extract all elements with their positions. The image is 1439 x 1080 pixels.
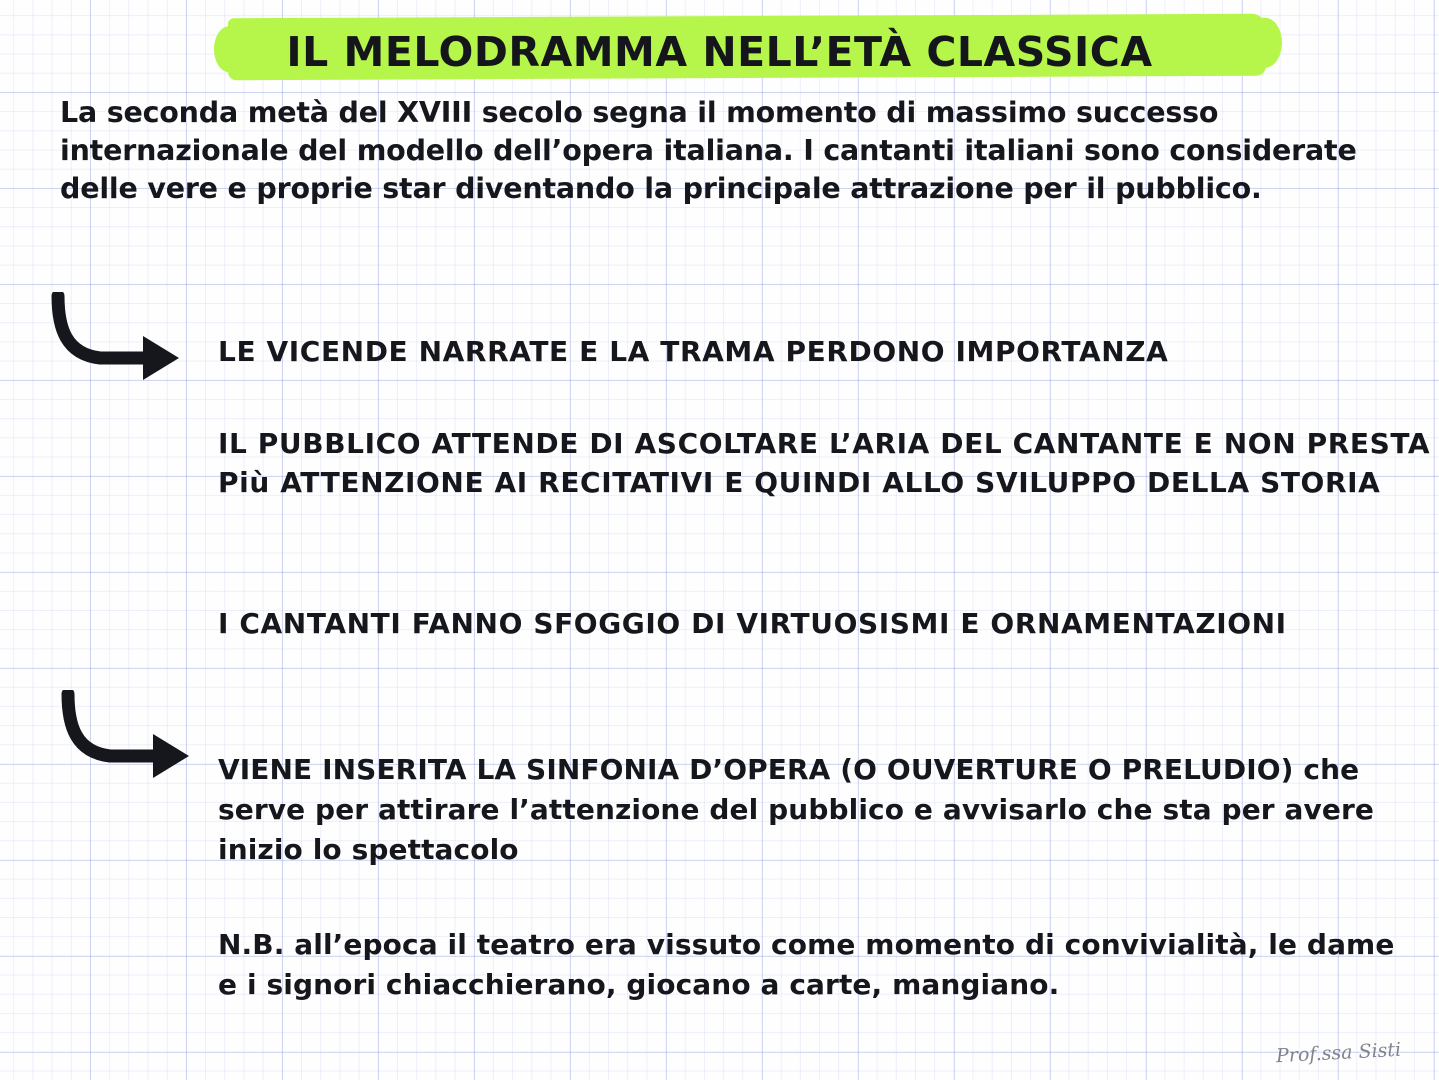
curved-arrow-icon bbox=[58, 690, 208, 786]
content-block-5: N.B. all’epoca il teatro era vissuto come momento di convivialità, le dame e i signori chiacchierano, giocano a carte, mangiano. bbox=[218, 928, 1395, 1001]
content-block-4: VIENE INSERITA LA SINFONIA D’OPERA (O OUVERTURE O PRELUDIO) che serve per attirare l’attenzione del pubblico e avvisarlo che sta per avere inizio lo spettacolo bbox=[218, 753, 1374, 866]
intro-paragraph: La seconda metà del XVIII secolo segna il momento di massimo successo internazionale del modello dell’opera italiana. I cantanti italiani sono considerate delle vere e proprie star diventando la principale attrazione per il pubblico. bbox=[60, 96, 1357, 205]
content-block-2: IL PUBBLICO ATTENDE DI ASCOLTARE L’ARIA DEL CANTANTE E NON PRESTA Più ATTENZIONE AI RECITATIVI E QUINDI ALLO SVILUPPO DELLA STORIA bbox=[218, 427, 1431, 499]
content-block-1: LE VICENDE NARRATE E LA TRAMA PERDONO IMPORTANZA bbox=[218, 335, 1169, 368]
page-title: IL MELODRAMMA NELL’ETÀ CLASSICA bbox=[286, 28, 1153, 76]
title-area bbox=[0, 10, 1439, 88]
content-block-3: I CANTANTI FANNO SFOGGIO DI VIRTUOSISMI E ORNAMENTAZIONI bbox=[218, 607, 1287, 640]
curved-arrow-icon bbox=[48, 292, 198, 388]
author-signature: Prof.ssa Sisti bbox=[1275, 1038, 1402, 1068]
